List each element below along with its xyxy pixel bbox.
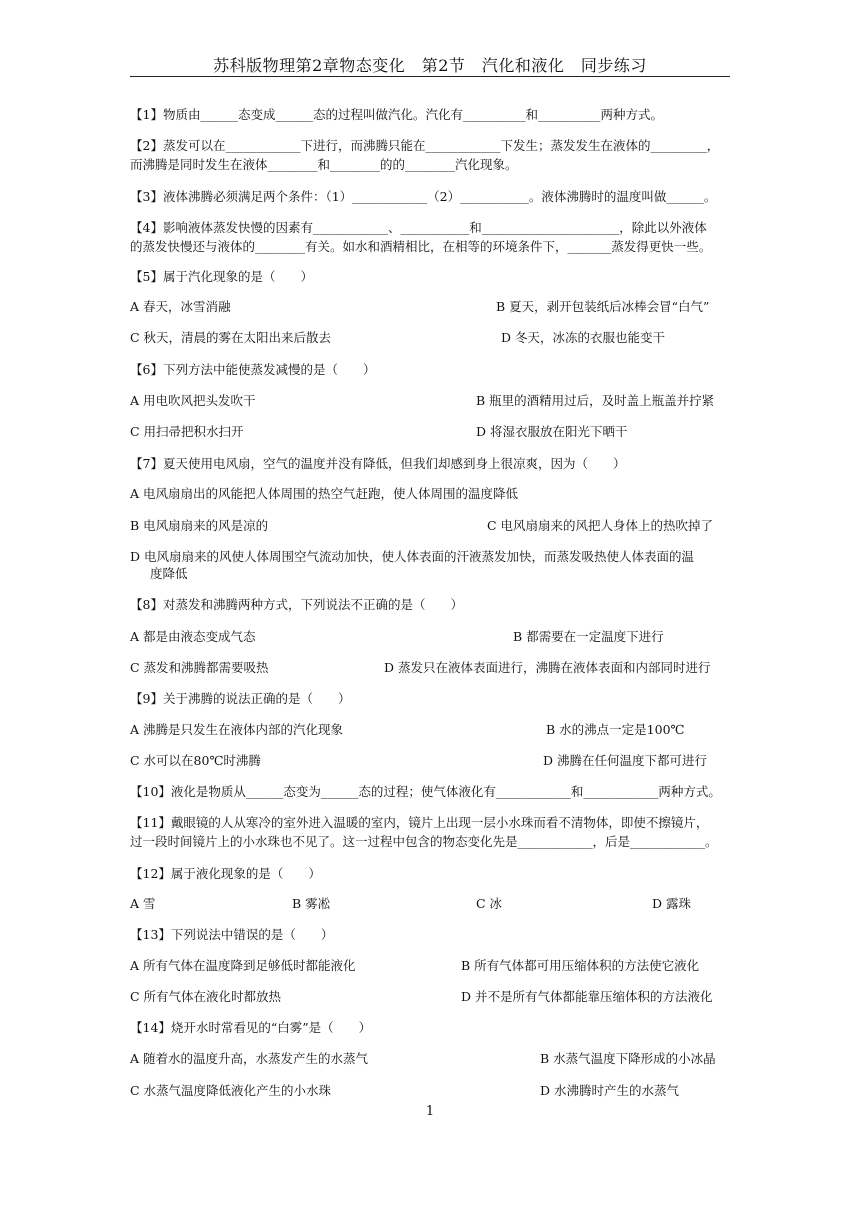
question-14-stem: 【14】烧开水时常看见的“白雾”是（ ） — [130, 1020, 372, 1035]
question-12-option-b: B 雾凇 — [292, 896, 331, 911]
question-12-option-a: A 雪 — [130, 896, 156, 911]
question-1-text: 【1】物质由______态变成______态的过程叫做汽化。汽化有__________和__________两种方式。 — [130, 107, 663, 122]
question-10-text: 【10】液化是物质从______态变为______态的过程；使气体液化有____________和____________两种方式。 — [130, 784, 721, 799]
question-12-stem: 【12】属于液化现象的是（ ） — [130, 866, 321, 881]
question-6-stem: 【6】下列方法中能使蒸发减慢的是（ ） — [130, 362, 376, 377]
question-13-stem: 【13】下列说法中错误的是（ ） — [130, 927, 334, 942]
question-8-stem: 【8】对蒸发和沸腾两种方式，下列说法不正确的是（ ） — [130, 597, 463, 612]
question-4-line-2: 的蒸发快慢还与液体的________有关。如水和酒精相比，在相等的环境条件下，_______蒸发得更快一些。 — [130, 239, 712, 254]
question-14-option-d: D 水沸腾时产生的水蒸气 — [540, 1083, 679, 1098]
question-8-option-b: B 都需要在一定温度下进行 — [513, 629, 664, 644]
question-11-line-1: 【11】戴眼镜的人从寒冷的室外进入温暖的室内，镜片上出现一层小水珠而看不清物体，即使不擦镜片， — [130, 815, 709, 830]
question-7-option-c: C 电风扇扇来的风把人身体上的热吹掉了 — [487, 518, 714, 533]
question-6-option-c: C 用扫帚把积水扫开 — [130, 424, 244, 439]
question-14-option-b: B 水蒸气温度下降形成的小冰晶 — [540, 1051, 716, 1066]
question-5-option-b: B 夏天，剥开包装纸后冰棒会冒“白气” — [496, 299, 710, 314]
question-5-option-a: A 春天，冰雪消融 — [130, 299, 231, 314]
question-2-line-1: 【2】蒸发可以在____________下进行，而沸腾只能在____________下发生；蒸发发生在液体的_________， — [130, 138, 720, 153]
question-5-option-d: D 冬天，冰冻的衣服也能变干 — [501, 330, 665, 345]
header-divider — [130, 76, 730, 77]
question-7-option-d-line-2: 度降低 — [150, 566, 188, 581]
question-13-option-b: B 所有气体都可用压缩体积的方法使它液化 — [461, 958, 700, 973]
question-6-option-d: D 将湿衣服放在阳光下晒干 — [476, 424, 628, 439]
question-7-option-b: B 电风扇扇来的风是凉的 — [130, 518, 269, 533]
question-11-line-2: 过一段时间镜片上的小水珠也不见了。这一过程中包含的物态变化先是____________，后是____________。 — [130, 834, 718, 849]
question-4-line-1: 【4】影响液体蒸发快慢的因素有____________、___________和______________________，除此以外液体 — [130, 220, 707, 235]
page-header-title: 苏科版物理第2章物态变化 第2节 汽化和液化 同步练习 — [213, 56, 647, 75]
question-13-option-d: D 并不是所有气体都能靠压缩体积的方法液化 — [461, 989, 713, 1004]
question-9-stem: 【9】关于沸腾的说法正确的是（ ） — [130, 691, 351, 706]
question-8-option-a: A 都是由液态变成气态 — [130, 629, 256, 644]
question-7-option-a: A 电风扇扇出的风能把人体周围的热空气赶跑，使人体周围的温度降低 — [130, 486, 519, 501]
question-14-option-a: A 随着水的温度升高，水蒸发产生的水蒸气 — [130, 1051, 369, 1066]
question-9-option-d: D 沸腾在任何温度下都可进行 — [543, 753, 707, 768]
question-14-option-c: C 水蒸气温度降低液化产生的小水珠 — [130, 1083, 332, 1098]
question-13-option-a: A 所有气体在温度降到足够低时都能液化 — [130, 958, 356, 973]
question-3-text: 【3】液体沸腾必须满足两个条件：（1）____________（2）___________。液体沸腾时的温度叫做______。 — [130, 189, 717, 204]
question-12-option-d: D 露珠 — [652, 896, 691, 911]
question-6-option-a: A 用电吹风把头发吹干 — [130, 393, 256, 408]
question-7-option-d-line-1: D 电风扇扇来的风使人体周围空气流动加快，使人体表面的汗液蒸发加快，而蒸发吸热使人体表面的温 — [130, 549, 694, 564]
question-5-stem: 【5】属于汽化现象的是（ ） — [130, 269, 313, 284]
page-number: 1 — [425, 1104, 435, 1119]
question-13-option-c: C 所有气体在液化时都放热 — [130, 989, 282, 1004]
question-9-option-c: C 水可以在80℃时沸腾 — [130, 753, 261, 768]
question-8-option-d: D 蒸发只在液体表面进行，沸腾在液体表面和内部同时进行 — [384, 660, 711, 675]
question-2-line-2: 而沸腾是同时发生在液体________和________的的________汽化现象。 — [130, 157, 518, 172]
question-8-option-c: C 蒸发和沸腾都需要吸热 — [130, 660, 269, 675]
question-12-option-c: C 冰 — [476, 896, 503, 911]
question-7-stem: 【7】夏天使用电风扇，空气的温度并没有降低，但我们却感到身上很凉爽，因为（ ） — [130, 456, 626, 471]
question-9-option-b: B 水的沸点一定是100℃ — [546, 722, 685, 737]
question-6-option-b: B 瓶里的酒精用过后，及时盖上瓶盖并拧紧 — [476, 393, 715, 408]
question-9-option-a: A 沸腾是只发生在液体内部的汽化现象 — [130, 722, 344, 737]
question-5-option-c: C 秋天，清晨的雾在太阳出来后散去 — [130, 330, 332, 345]
